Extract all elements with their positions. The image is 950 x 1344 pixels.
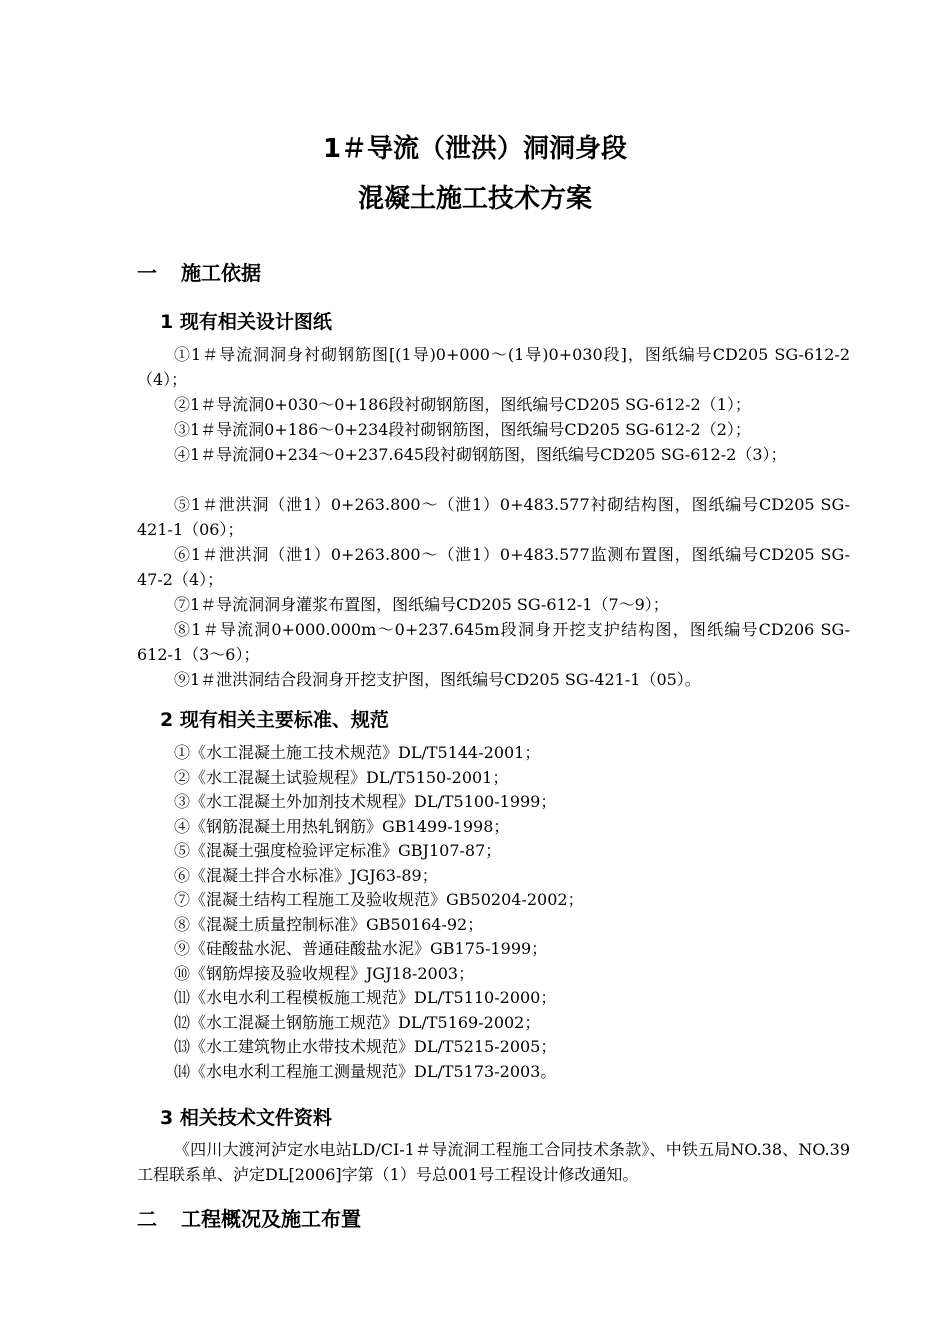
- standards-list: [174, 741, 584, 1084]
- section-number: 二: [137, 1207, 157, 1231]
- standard-item: ⑩《钢筋焊接及验收规程》JGJ18-2003；: [174, 963, 475, 983]
- standard-item: ②《水工混凝土试验规程》DL/T5150-2001；: [174, 767, 509, 787]
- subsection-heading-1: 1 现有相关设计图纸: [160, 311, 332, 333]
- section-heading-2: [137, 1203, 361, 1232]
- drawing-item: ④1＃导流洞0+234～0+237.645段衬砌钢筋图，图纸编号CD205 SG-612-2（3）；: [174, 445, 787, 464]
- subsection-heading-2: 2 现有相关主要标准、规范: [160, 709, 389, 731]
- section-number: 一: [137, 261, 157, 285]
- drawing-item: ⑥1＃泄洪洞（泄1）0+263.800～（泄1）0+483.577监测布置图，图纸编号CD205 SG-47-2（4）；: [137, 545, 850, 589]
- drawing-item: ⑧1＃导流洞0+000.000m～0+237.645m段洞身开挖支护结构图，图纸编号CD206 SG-612-1（3～6）；: [137, 620, 850, 664]
- standard-item: ⒀《水工建筑物止水带技术规范》DL/T5215-2005；: [174, 1037, 557, 1056]
- standard-item: ⑧《混凝土质量控制标准》GB50164-92；: [174, 914, 484, 934]
- drawing-item: ①1＃导流洞洞身衬砌钢筋图[(1导)0+000～(1导)0+030段]，图纸编号CD205 SG-612-2（4）；: [137, 345, 850, 389]
- document-title-line1: 1＃导流（泄洪）洞洞身段: [322, 134, 628, 164]
- standard-item: ⑦《混凝土结构工程施工及验收规范》GB50204-2002；: [174, 890, 584, 909]
- drawing-item: ⑦1＃导流洞洞身灌浆布置图，图纸编号CD205 SG-612-1（7～9）；: [174, 595, 669, 614]
- drawing-item: ②1＃导流洞0+030～0+186段衬砌钢筋图，图纸编号CD205 SG-612-2（1）；: [174, 395, 751, 414]
- standard-item: ⑨《硅酸盐水泥、普通硅酸盐水泥》GB175-1999；: [174, 939, 548, 958]
- standard-item: ⑾《水电水利工程模板施工规范》DL/T5110-2000；: [174, 988, 557, 1007]
- standard-item: ⑤《混凝土强度检验评定标准》GBJ107-87；: [174, 841, 502, 860]
- subsection-heading-3: 3 相关技术文件资料: [160, 1107, 332, 1129]
- document-title-line2: 混凝土施工技术方案: [357, 184, 592, 214]
- standard-item: ⒁《水电水利工程施工测量规范》DL/T5173-2003。: [174, 1061, 557, 1081]
- standard-item: ⑥《混凝土拌合水标准》JGJ63-89；: [174, 865, 438, 885]
- drawing-item: ⑨1＃泄洪洞结合段洞身开挖支护图，图纸编号CD205 SG-421-1（05）。: [174, 670, 701, 689]
- standard-item: ④《钢筋混凝土用热轧钢筋》GB1499-1998；: [174, 816, 510, 836]
- standard-item: ③《水工混凝土外加剂技术规程》DL/T5100-1999；: [174, 792, 557, 811]
- tech-docs-paragraph: 《四川大渡河泸定水电站LD/CI-1＃导流洞工程施工合同技术条款》、中铁五局NO.38、NO.39工程联系单、泸定DL[2006]字第（1）号总001号工程设计修改通知。: [137, 1140, 850, 1184]
- section-label: 工程概况及施工布置: [181, 1207, 361, 1231]
- section-label: 施工依据: [181, 261, 261, 285]
- drawing-item: ③1＃导流洞0+186～0+234段衬砌钢筋图，图纸编号CD205 SG-612-2（2）；: [174, 420, 751, 439]
- drawing-item: ⑤1＃泄洪洞（泄1）0+263.800～（泄1）0+483.577衬砌结构图，图纸编号CD205 SG-421-1（06）；: [137, 495, 850, 539]
- standard-item: ①《水工混凝土施工技术规范》DL/T5144-2001；: [174, 743, 541, 762]
- standard-item: ⑿《水工混凝土钢筋施工规范》DL/T5169-2002；: [174, 1012, 541, 1032]
- section-heading-1: [137, 257, 261, 286]
